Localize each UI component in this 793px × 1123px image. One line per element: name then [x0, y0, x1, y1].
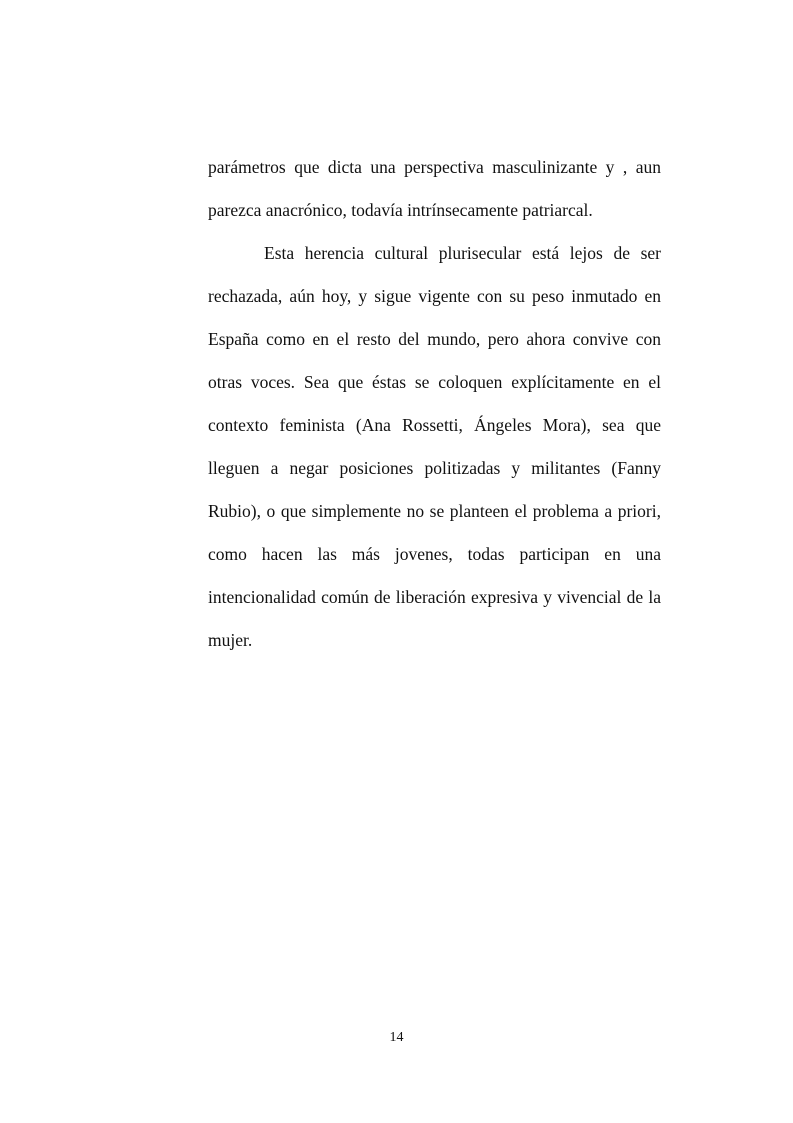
paragraph-continued: parámetros que dicta una perspectiva masculinizante y , aun parezca anacrónico, todavía intrínsecamente patriarcal. [208, 157, 661, 220]
body-text [208, 146, 661, 662]
page-number: 14 [389, 1030, 404, 1045]
paragraph-herencia: Esta herencia cultural plurisecular está lejos de ser rechazada, aún hoy, y sigue vigente con su peso inmutado en España como en el resto del mundo, pero ahora convive con otras voces. Sea que éstas se coloquen explícitamente en el contexto feminista (Ana Rossetti, Ángeles Mora), sea que lleguen a negar posiciones politizadas y militantes (Fanny Rubio), o que simplemente no se planteen el problema a priori, como hacen las más jovenes, todas participan en una intencionalidad común de liberación expresiva y vivencial de la mujer. [208, 243, 661, 650]
